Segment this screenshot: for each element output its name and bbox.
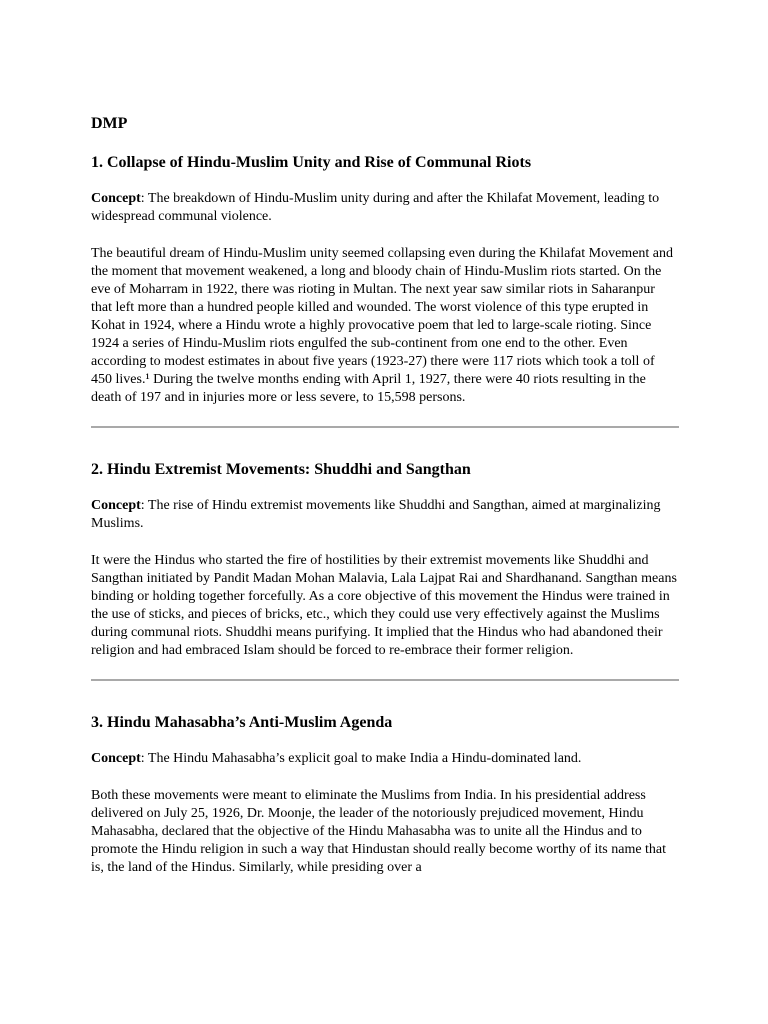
body-paragraph: Both these movements were meant to eliminate the Muslims from India. In his presidential address delivered on July 25, 1926, Dr. Moonje, the leader of the notoriously prejudiced movement, Hindu Mahasabha, declared that the objective of the Hindu Mahasabha was to unite all the Hindus and to promote the Hindu religion in such a way that Hindustan should really become worthy of its name that is, the land of the Hindus. Similarly, while presiding over a [91,788,667,875]
concept-paragraph [91,750,679,768]
section-divider [91,679,679,681]
body-paragraph: The beautiful dream of Hindu-Muslim unity seemed collapsing even during the Khilafat Movement and the moment that movement weakened, a long and bloody chain of Hindu-Muslim riots started. On the eve of Moharram in 1922, there was rioting in Multan. The next year saw similar riots in Saharanpur that left more than a hundred people killed and wounded. The worst violence of this type erupted in Kohat in 1924, where a Hindu wrote a highly provocative poem that led to large-scale rioting. Since 1924 a series of Hindu-Muslim riots engulfed the sub-continent from one end to the other. Even according to modest estimates in about five years (1923-27) there were 117 riots which took a toll of 450 lives.¹ During the twelve months ending with April 1, 1927, there were 40 riots resulting in the death of 197 and in injuries more or less severe, to 15,598 persons. [91,246,674,405]
concept-paragraph [91,190,679,226]
section-heading: 3. Hindu Mahasabha’s Anti-Muslim Agenda [91,714,393,731]
document-title: DMP [91,115,128,132]
concept-text: : The breakdown of Hindu-Muslim unity during and after the Khilafat Movement, leading to widespread communal violence. [91,191,660,224]
section-2 [91,460,679,660]
document-page [91,114,679,877]
section-heading: 1. Collapse of Hindu-Muslim Unity and Rise of Communal Riots [91,154,532,171]
section-1 [91,153,679,407]
body-paragraph: It were the Hindus who started the fire of hostilities by their extremist movements like Shuddhi and Sangthan initiated by Pandit Madan Mohan Malavia, Lala Lajpat Rai and Shardhanand. Sangthan means binding or holding together forcefully. As a core objective of this movement the Hindus were trained in the use of sticks, and pieces of bricks, etc., which they could use very effectively against the Muslims during communal riots. Shuddhi means purifying. It implied that the Hindus who had abandoned their religion and had embraced Islam should be forced to re-embrace their former religion. [91,553,677,658]
concept-label: Concept [91,751,141,766]
concept-text: : The rise of Hindu extremist movements like Shuddhi and Sangthan, aimed at marginalizing Muslims. [91,498,661,531]
concept-label: Concept [91,498,141,513]
concept-paragraph [91,497,679,533]
section-heading: 2. Hindu Extremist Movements: Shuddhi and Sangthan [91,461,471,478]
concept-text: : The Hindu Mahasabha’s explicit goal to make India a Hindu-dominated land. [140,751,582,766]
section-divider [91,426,679,428]
concept-label: Concept [91,191,141,206]
section-3 [91,713,679,877]
